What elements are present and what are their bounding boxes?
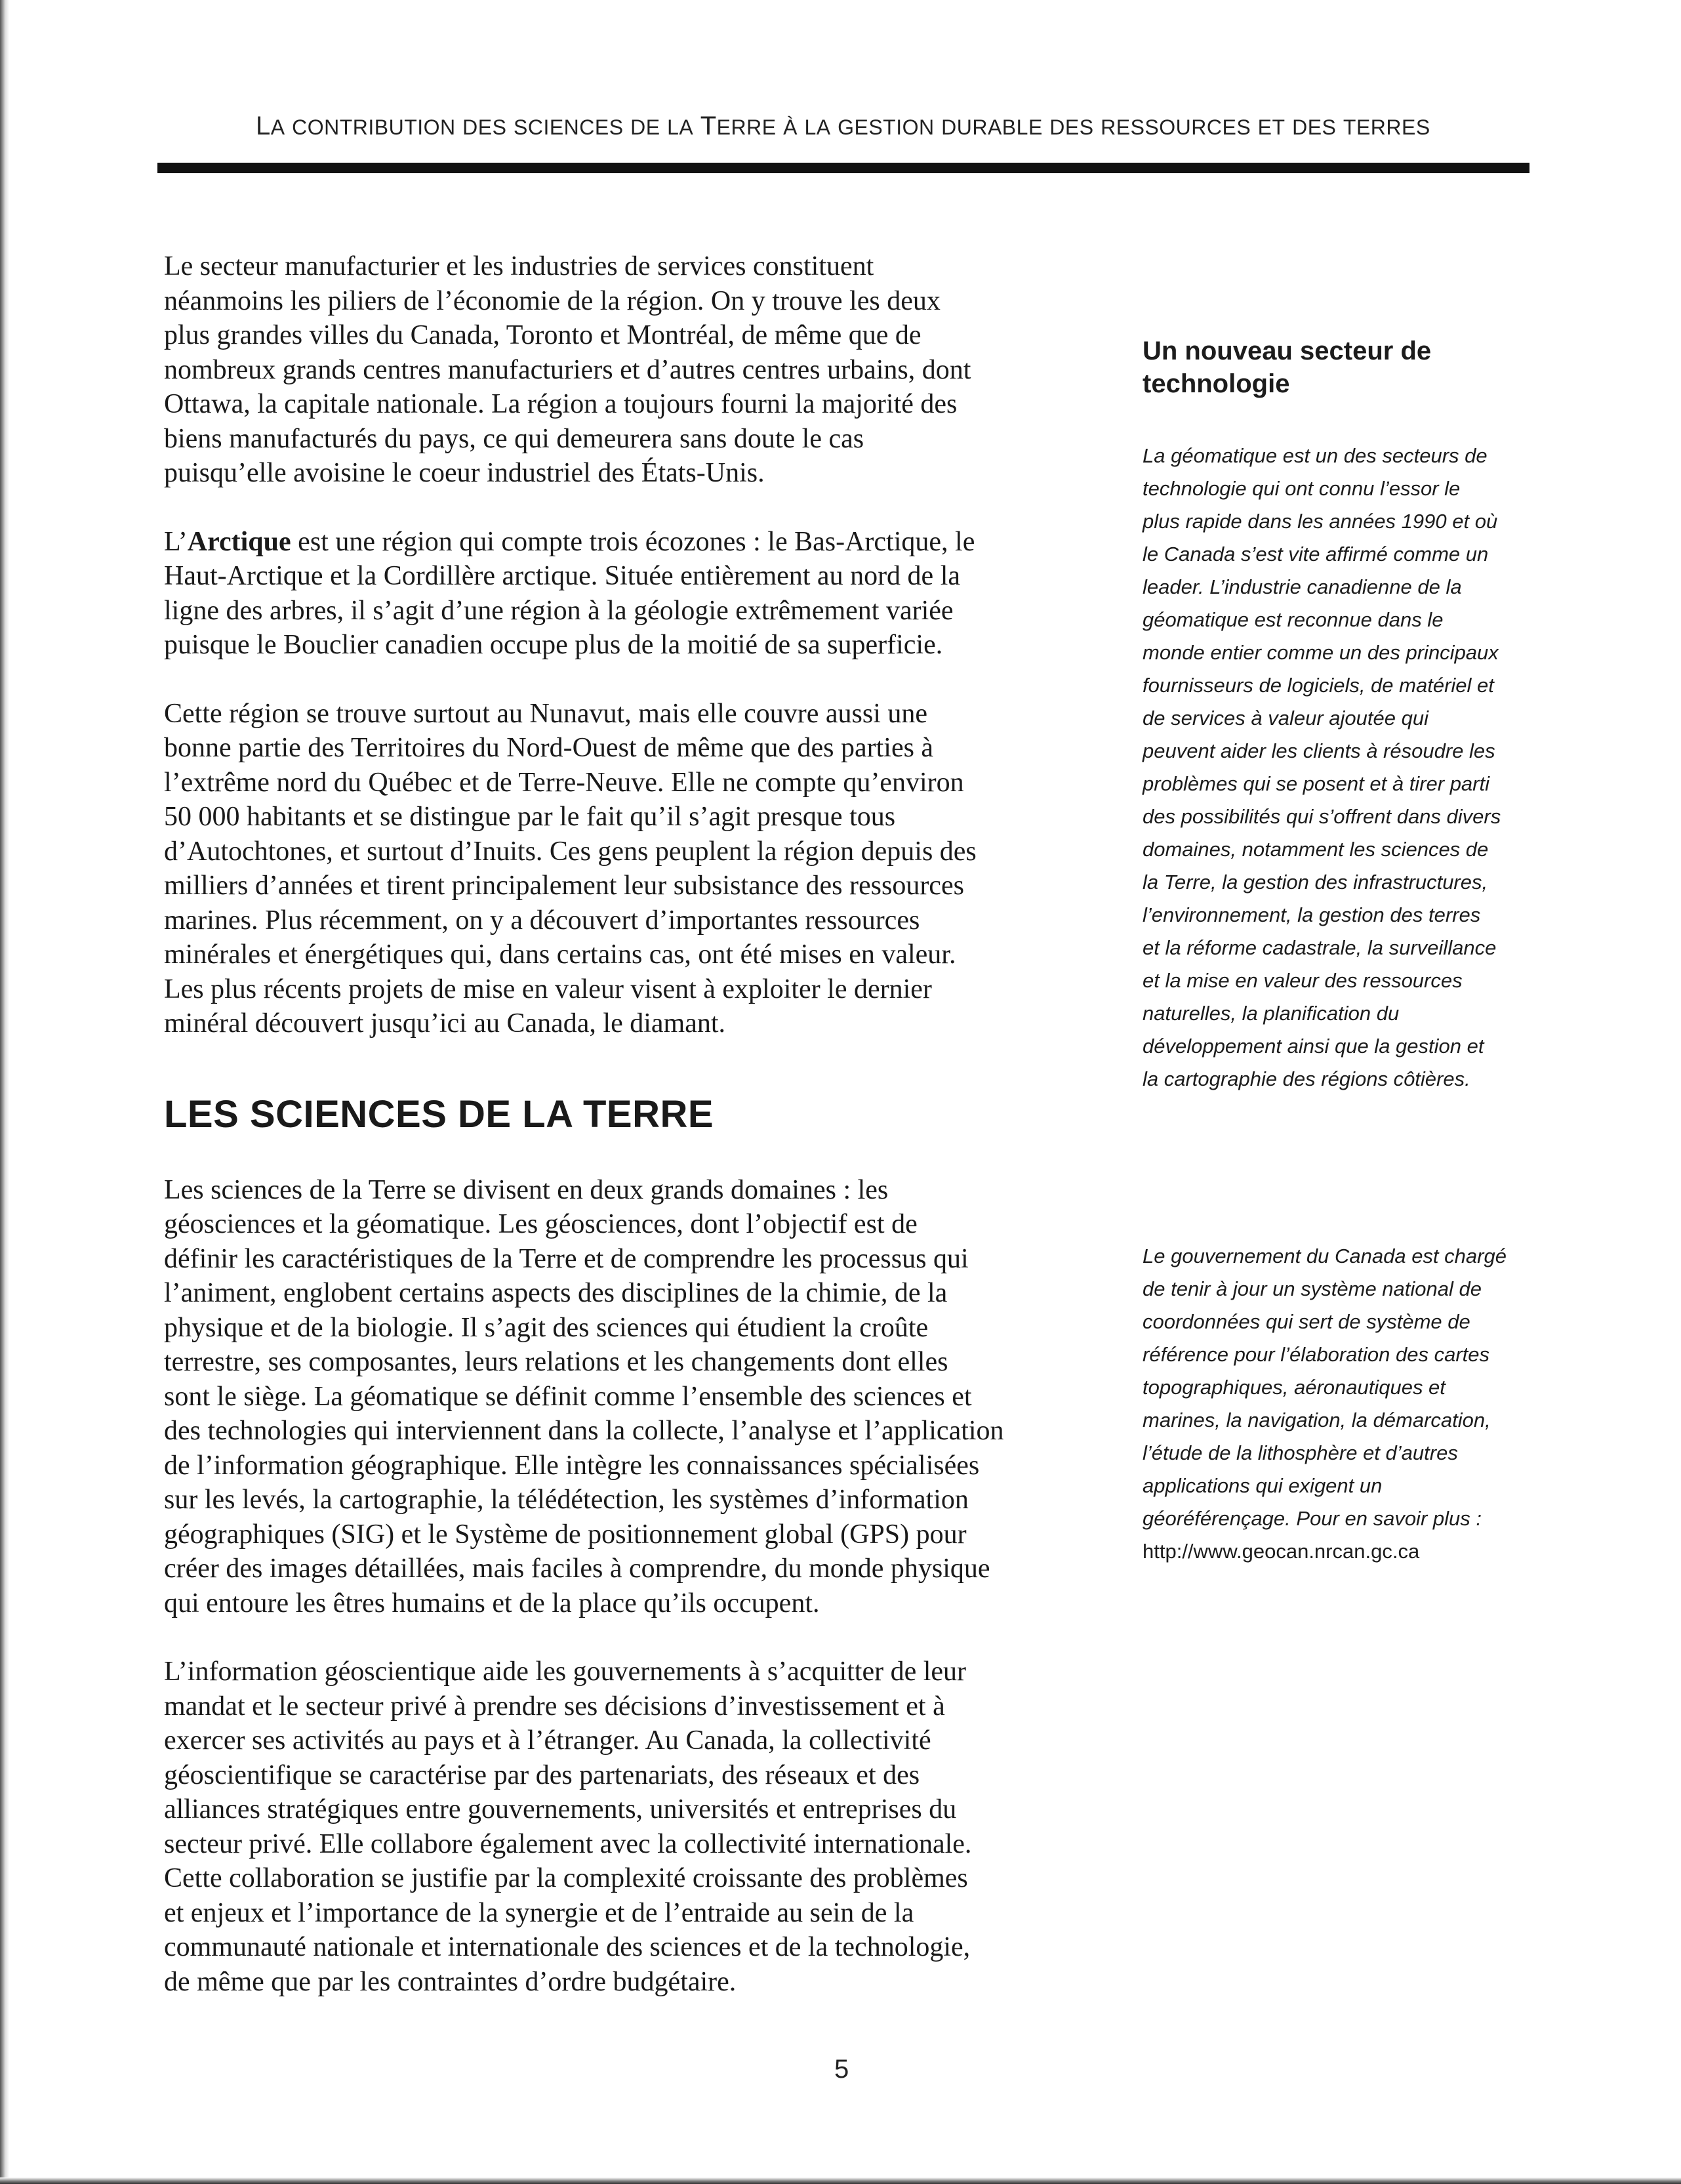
sidebar-text-geomatics xyxy=(1143,440,1562,1096)
text-line: des technologies qui interviennent dans la collecte, l’analyse et l’application xyxy=(164,1416,1004,1446)
header-word: TERRE xyxy=(700,112,777,140)
main-column xyxy=(164,249,1082,2033)
text-line: Les plus récents projets de mise en valeur visent à exploiter le dernier xyxy=(164,974,932,1004)
text-line: géosciences et la géomatique. Les géosciences, dont l’objectif est de xyxy=(164,1209,918,1239)
text-line: problèmes qui se posent et à tirer parti xyxy=(1143,772,1489,795)
text-line: fournisseurs de logiciels, de matériel et xyxy=(1143,674,1494,697)
header-word: DES xyxy=(1292,115,1337,139)
paragraph-manufacturing xyxy=(164,249,1082,491)
text-line: communauté nationale et internationale des sciences et de la technologie, xyxy=(164,1932,971,1962)
paragraph-nunavut xyxy=(164,697,1082,1041)
text-line: et enjeux et l’importance de la synergie et de l’entraide au sein de la xyxy=(164,1897,914,1928)
text-line: de services à valeur ajoutée qui xyxy=(1143,707,1428,730)
sidebar-coordinates xyxy=(1143,1240,1562,1568)
header-word: LA xyxy=(667,115,694,139)
text-line: terrestre, ses composantes, leurs relations et les changements dont elles xyxy=(164,1347,948,1377)
text-line: des possibilités qui s’offrent dans divers xyxy=(1143,805,1501,828)
paragraph-earth-sciences xyxy=(164,1173,1082,1621)
bold-term-arctique: Arctique xyxy=(187,526,291,557)
text-line: le Canada s’est vite affirmé comme un xyxy=(1143,543,1489,566)
header-word: DE xyxy=(630,115,660,139)
text-line: de l’information géographique. Elle intègre les connaissances spécialisées xyxy=(164,1450,980,1481)
header-word: DES xyxy=(1049,115,1094,139)
text-line: naturelles, la planification du xyxy=(1143,1002,1400,1025)
text-line: l’animent, englobent certains aspects des disciplines de la chimie, de la xyxy=(164,1278,948,1308)
text-line: la cartographie des régions côtières. xyxy=(1143,1067,1470,1090)
text-line: ligne des arbres, il s’agit d’une région à la géologie extrêmement variée xyxy=(164,595,954,626)
sidebar-text-coordinates xyxy=(1143,1240,1562,1568)
text-line: la Terre, la gestion des infrastructures, xyxy=(1143,871,1488,894)
text-line: l’étude de la lithosphère et d’autres xyxy=(1143,1441,1458,1464)
text-line: 50 000 habitants et se distingue par le fait qu’il s’agit presque tous xyxy=(164,802,896,832)
text-line: Ottawa, la capitale nationale. La région a toujours fourni la majorité des xyxy=(164,389,958,419)
text-line: technologie qui ont connu l’essor le xyxy=(1143,477,1461,500)
paragraph-geoscience-info xyxy=(164,1655,1082,1999)
text-line: bonne partie des Territoires du Nord-Ouest de même que des parties à xyxy=(164,733,934,763)
text-line: l’environnement, la gestion des terres xyxy=(1143,903,1481,926)
header-word: TERRES xyxy=(1343,115,1430,139)
text-line: géomatique est reconnue dans le xyxy=(1143,608,1444,631)
text-line: d’Autochtones, et surtout d’Inuits. Ces gens peuplent la région depuis des xyxy=(164,836,977,867)
text-line: géoréférençage. Pour en savoir plus : xyxy=(1143,1507,1482,1530)
text-line xyxy=(164,525,1082,560)
running-header-text xyxy=(256,113,1430,140)
section-heading: LES SCIENCES DE LA TERRE xyxy=(164,1092,714,1136)
text-line: définir les caractéristiques de la Terre et de comprendre les processus qui xyxy=(164,1243,969,1274)
header-word: À xyxy=(783,115,798,139)
text-line: exercer ses activités au pays et à l’étranger. Au Canada, la collectivité xyxy=(164,1725,931,1756)
text-line: Un nouveau secteur de xyxy=(1143,337,1432,365)
text-line: marines. Plus récemment, on y a découvert d’importantes ressources xyxy=(164,905,920,936)
header-word: DES xyxy=(462,115,507,139)
scan-left-edge xyxy=(0,0,9,2184)
text-line: puisqu’elle avoisine le coeur industriel des États-Unis. xyxy=(164,458,765,488)
text-line: sur les levés, la cartographie, la télédétection, les systèmes d’information xyxy=(164,1485,969,1515)
text-line: l’extrême nord du Québec et de Terre-Neuve. Elle ne compte qu’environ xyxy=(164,767,964,798)
text-line: physique et de la biologie. Il s’agit des sciences qui étudient la croûte xyxy=(164,1312,929,1343)
header-word: SCIENCES xyxy=(513,115,624,139)
text-line: nombreux grands centres manufacturiers et d’autres centres urbains, dont xyxy=(164,354,971,385)
text-line: secteur privé. Elle collabore également avec la collectivité internationale. xyxy=(164,1828,972,1859)
text-line: milliers d’années et tirent principalement leur subsistance des ressources xyxy=(164,871,964,901)
text-line: créer des images détaillées, mais faciles à comprendre, du monde physique xyxy=(164,1554,990,1584)
text-line: néanmoins les piliers de l’économie de la région. On y trouve les deux xyxy=(164,285,941,316)
text-line: géoscientifique se caractérise par des partenariats, des réseaux et des xyxy=(164,1760,920,1790)
page-number: 5 xyxy=(834,2055,849,2084)
text-line: technologie xyxy=(1143,369,1290,398)
text-line: minéral découvert jusqu’ici au Canada, le diamant. xyxy=(164,1008,726,1039)
text-line: Le secteur manufacturier et les industries de services constituent xyxy=(164,251,874,281)
text-line: Les sciences de la Terre se divisent en deux grands domaines : les xyxy=(164,1174,889,1205)
text-fragment: est une région qui compte trois écozones : le Bas-Arctique, le xyxy=(291,526,975,557)
text-line: domaines, notamment les sciences de xyxy=(1143,838,1489,861)
text-line: et la réforme cadastrale, la surveillance xyxy=(1143,936,1497,959)
text-line: qui entoure les êtres humains et de la place qu’ils occupent. xyxy=(164,1588,820,1618)
text-line: topographiques, aéronautiques et xyxy=(1143,1376,1446,1399)
text-line: minérales et énergétiques qui, dans certains cas, ont été mises en valeur. xyxy=(164,939,956,970)
geocan-link[interactable]: http://www.geocan.nrcan.gc.ca xyxy=(1143,1540,1420,1563)
text-line: Cette collaboration se justifie par la complexité croissante des problèmes xyxy=(164,1863,968,1893)
text-line: peuvent aider les clients à résoudre les xyxy=(1143,739,1495,762)
text-line: L’information géoscientique aide les gouvernements à s’acquitter de leur xyxy=(164,1657,967,1687)
text-fragment: L’ xyxy=(164,526,188,557)
text-line: géographiques (SIG) et le Système de positionnement global (GPS) pour xyxy=(164,1519,967,1550)
text-line: de même que par les contraintes d’ordre budgétaire. xyxy=(164,1966,737,1997)
text-line: coordonnées qui sert de système de xyxy=(1143,1310,1470,1333)
text-line: puisque le Bouclier canadien occupe plus de la moitié de sa superficie. xyxy=(164,630,943,660)
scan-bottom-edge xyxy=(0,2177,1681,2184)
header-word: CONTRIBUTION xyxy=(292,115,456,139)
text-line: et la mise en valeur des ressources xyxy=(1143,969,1463,992)
text-line: Haut-Arctique et la Cordillère arctique. Située entièrement au nord de la xyxy=(164,561,961,591)
text-line: leader. L’industrie canadienne de la xyxy=(1143,575,1462,598)
text-line: La géomatique est un des secteurs de xyxy=(1143,444,1488,467)
text-line: biens manufacturés du pays, ce qui demeurera sans doute le cas xyxy=(164,423,864,454)
text-line: de tenir à jour un système national de xyxy=(1143,1277,1482,1300)
text-line: mandat et le secteur privé à prendre ses décisions d’investissement et à xyxy=(164,1691,945,1721)
running-header xyxy=(256,112,1463,141)
text-line: plus grandes villes du Canada, Toronto et Montréal, de même que de xyxy=(164,320,922,350)
text-line: monde entier comme un des principaux xyxy=(1143,641,1499,664)
header-word: RESSOURCES xyxy=(1101,115,1251,139)
text-line: Cette région se trouve surtout au Nunavut, mais elle couvre aussi une xyxy=(164,698,928,729)
header-word: LA xyxy=(804,115,831,139)
header-word: GESTION xyxy=(838,115,935,139)
text-line: applications qui exigent un xyxy=(1143,1474,1383,1497)
header-word: DURABLE xyxy=(941,115,1043,139)
sidebar-title xyxy=(1143,335,1562,400)
text-line: alliances stratégiques entre gouvernements, universités et entreprises du xyxy=(164,1794,957,1824)
text-line: développement ainsi que la gestion et xyxy=(1143,1035,1484,1058)
text-line: référence pour l’élaboration des cartes xyxy=(1143,1343,1490,1366)
header-rule xyxy=(157,163,1529,173)
header-word: LA xyxy=(256,112,285,140)
header-word: ET xyxy=(1257,115,1286,139)
text-line: marines, la navigation, la démarcation, xyxy=(1143,1409,1491,1432)
text-line: sont le siège. La géomatique se définit comme l’ensemble des sciences et xyxy=(164,1381,972,1412)
text-line: Le gouvernement du Canada est chargé xyxy=(1143,1245,1507,1267)
text-line: plus rapide dans les années 1990 et où xyxy=(1143,510,1498,533)
paragraph-arctic xyxy=(164,525,1082,663)
sidebar-geomatics xyxy=(1143,335,1562,1096)
